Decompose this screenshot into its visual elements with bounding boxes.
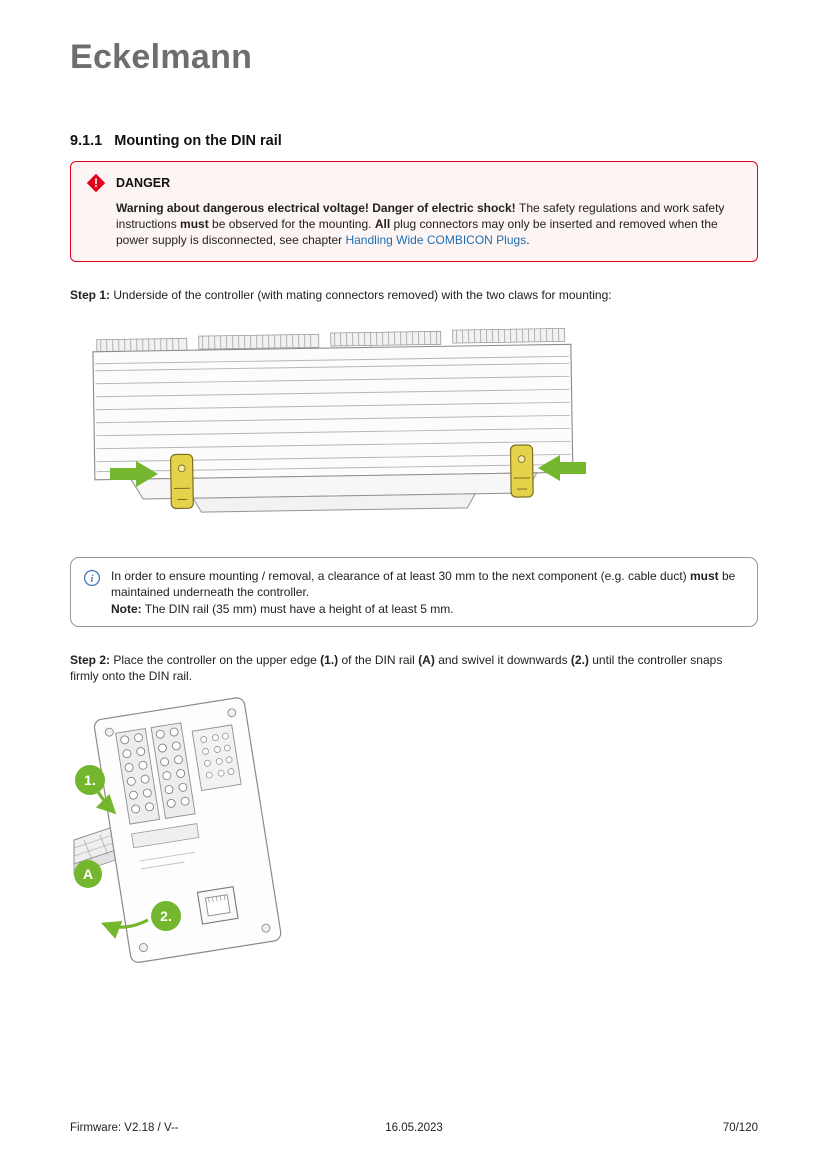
text-segment: plug connectors may only be inserted and removed when the power supply is disconnected, see chapter [116, 216, 718, 247]
danger-diamond-icon [86, 173, 106, 193]
footer-date: 16.05.2023 [385, 1122, 443, 1134]
text-segment: (A) [418, 653, 435, 667]
step2-paragraph [70, 652, 746, 684]
info-line-2 [111, 601, 741, 617]
badge-rail-a [74, 860, 102, 888]
combicon-plugs-link[interactable]: Handling Wide COMBICON Plugs [345, 232, 527, 247]
svg-text:!: ! [94, 176, 98, 191]
text-segment: Warning about dangerous electrical voltage! Danger of electric shock! [116, 201, 519, 215]
text-segment: until the controller snaps firmly onto the DIN rail. [70, 653, 723, 684]
danger-warning-box [70, 161, 758, 262]
section-number: 9.1.1 [70, 133, 103, 149]
text-segment: and swivel it downwards [434, 653, 571, 667]
text-segment: All [374, 216, 391, 231]
svg-text:2.: 2. [160, 908, 172, 924]
danger-body-text [116, 201, 744, 249]
svg-text:A: A [82, 866, 94, 882]
info-note-box [70, 557, 758, 627]
footer-firmware: Firmware: V2.18 / V-- [70, 1122, 179, 1134]
text-segment: must [689, 569, 719, 583]
step1-paragraph [70, 287, 750, 303]
text-segment: Step 2: [70, 653, 111, 667]
controller-underside-drawing [72, 320, 597, 540]
text-segment: be observed for the mounting. [208, 216, 375, 231]
text-segment: of the DIN rail [338, 653, 419, 667]
info-icon [83, 569, 101, 587]
rj45-jack [197, 887, 238, 924]
text-segment: Step 1: [70, 288, 111, 302]
text-segment: The DIN rail (35 mm) must have a height of at least 5 mm. [141, 601, 454, 616]
danger-title: DANGER [116, 176, 171, 190]
section-title: Mounting on the DIN rail [114, 133, 282, 149]
footer-page-number: 70/120 [722, 1122, 758, 1134]
text-segment: (2.) [570, 653, 589, 667]
info-note-text [111, 568, 741, 617]
eckelmann-logo: Eckelmann [70, 38, 253, 76]
text-segment: be maintained underneath the controller. [111, 569, 736, 600]
mounting-claw-left [171, 454, 194, 508]
text-segment: Note: [111, 601, 142, 616]
figure-din-rail-mounting [70, 692, 310, 982]
page-footer [70, 1122, 758, 1138]
text-segment: In order to ensure mounting / removal, a clearance of at least 30 mm to the next component (e.g. cable duct) [111, 569, 690, 583]
text-segment: (1.) [320, 653, 339, 667]
din-rail-mounting-drawing [70, 692, 310, 977]
text-segment: must [180, 216, 209, 231]
controller-front [93, 697, 282, 964]
text-segment: Place the controller on the upper edge [110, 653, 321, 667]
svg-text:i: i [90, 574, 94, 585]
mounting-claw-right [510, 445, 533, 497]
text-segment: The safety regulations and work safety instructions [116, 201, 725, 231]
text-segment: . [526, 232, 530, 247]
section-heading [70, 133, 282, 149]
text-segment: Underside of the controller (with mating connectors removed) with the two claws for mounting: [110, 288, 612, 302]
info-line-1 [111, 568, 741, 601]
figure-controller-underside [72, 320, 597, 545]
svg-text:1.: 1. [84, 772, 96, 788]
danger-header [86, 173, 743, 193]
